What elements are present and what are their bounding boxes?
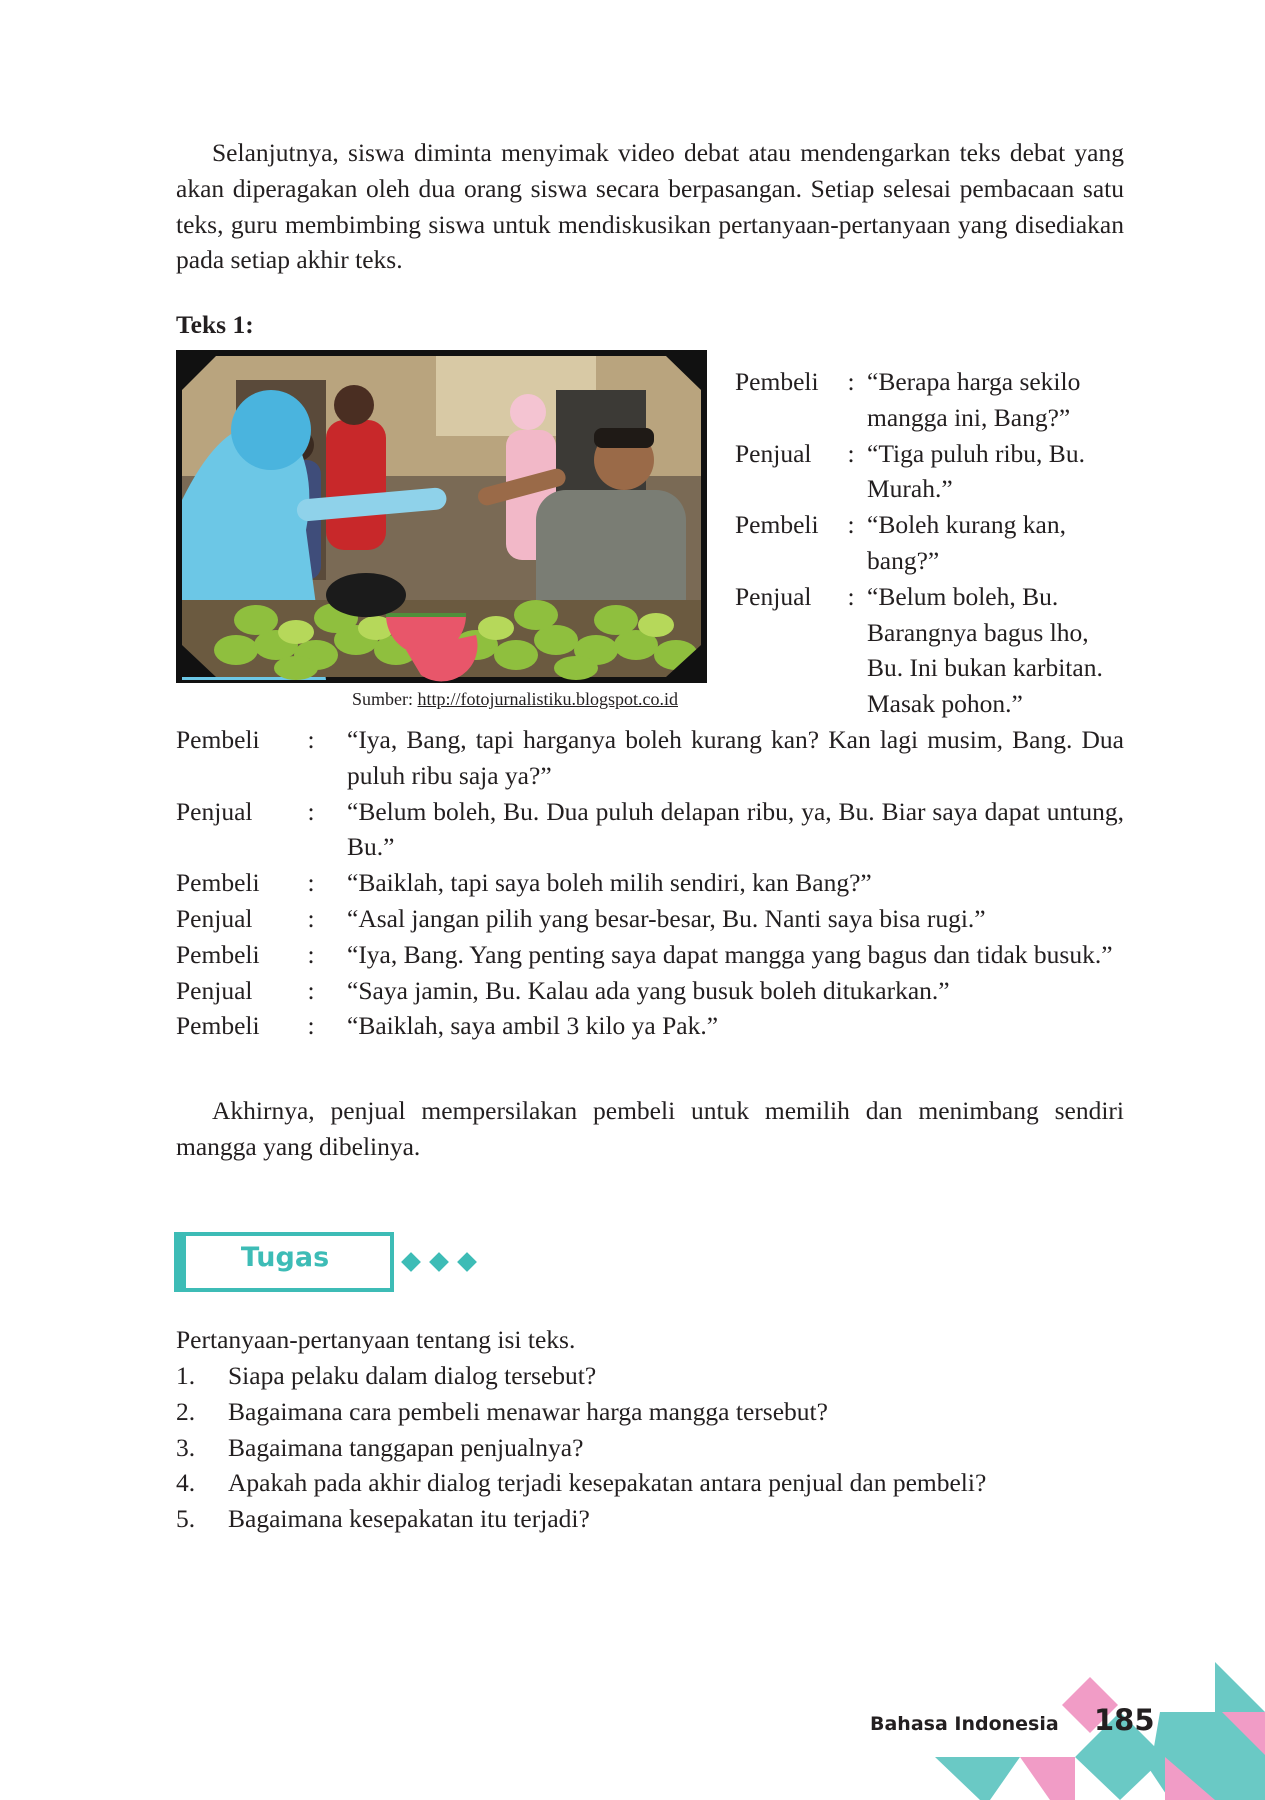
utterance: “Iya, Bang, tapi harganya boleh kurang kan? Kan lagi musim, Bang. Dua puluh ribu saja ya?” bbox=[347, 725, 1124, 790]
utterance: “Baiklah, tapi saya boleh milih sendiri, kan Bang?” bbox=[347, 868, 872, 898]
question-number: 2. bbox=[176, 1396, 196, 1426]
utterance: “Belum boleh, Bu. Dua puluh delapan ribu, ya, Bu. Biar saya dapat untung, Bu.” bbox=[347, 796, 1124, 862]
intro-paragraph: Selanjutnya, siswa diminta menyimak video debat atau mendengarkan teks debat yang akan diperagakan oleh dua orang siswa secara berpasangan. Setiap selesai pembacaan satu teks, guru membimbing siswa untuk mendiskusikan pertanyaan-pertanyaan yang disediakan pada setiap akhir teks. bbox=[176, 138, 1124, 275]
text-title: Teks 1: bbox=[176, 310, 254, 339]
question-number: 3. bbox=[176, 1432, 196, 1462]
speaker-name: Pembeli bbox=[176, 725, 260, 754]
speaker-name: Penjual bbox=[176, 903, 253, 933]
speaker-colon: : bbox=[847, 581, 855, 611]
speaker-colon: : bbox=[307, 975, 315, 1005]
utterance: “Iya, Bang. Yang penting saya dapat mangga yang bagus dan tidak busuk.” bbox=[347, 939, 1113, 969]
question-text: Bagaimana cara pembeli menawar harga mangga tersebut? bbox=[228, 1396, 828, 1426]
questions-intro: Pertanyaan-pertanyaan tentang isi teks. bbox=[176, 1325, 576, 1354]
caption-prefix: Sumber: bbox=[352, 689, 413, 709]
question-number: 5. bbox=[176, 1504, 196, 1534]
caption-url[interactable]: http://fotojurnalistiku.blogspot.co.id bbox=[417, 689, 678, 709]
footer-subject: Bahasa Indonesia bbox=[870, 1713, 1059, 1735]
speaker-colon: : bbox=[307, 1011, 315, 1041]
speaker-name: Penjual bbox=[735, 438, 812, 468]
outro-paragraph: Akhirnya, penjual mempersilakan pembeli untuk memilih dan menimbang sendiri mangga yang dibelinya. bbox=[176, 1096, 1124, 1161]
utterance-line: Bu. Ini bukan karbitan. bbox=[867, 653, 1103, 683]
page-number: 185 bbox=[1094, 1703, 1155, 1737]
utterance: “Baiklah, saya ambil 3 kilo ya Pak.” bbox=[347, 1011, 719, 1041]
speaker-colon: : bbox=[307, 725, 315, 754]
speaker-name: Pembeli bbox=[735, 367, 819, 396]
utterance-line: mangga ini, Bang?” bbox=[867, 402, 1071, 432]
utterance-line: “Boleh kurang kan, bbox=[867, 510, 1066, 540]
utterance: “Asal jangan pilih yang besar-besar, Bu. Nanti saya bisa rugi.” bbox=[347, 903, 986, 933]
question-text: Apakah pada akhir dialog terjadi kesepakatan antara penjual dan pembeli? bbox=[228, 1468, 987, 1498]
speaker-colon: : bbox=[307, 939, 315, 969]
speaker-name: Penjual bbox=[735, 581, 812, 611]
utterance-line: “Belum boleh, Bu. bbox=[867, 581, 1059, 611]
speaker-name: Pembeli bbox=[735, 510, 819, 540]
task-heading: Tugas bbox=[240, 1242, 330, 1273]
utterance-line: Masak pohon.” bbox=[867, 689, 1023, 719]
speaker-name: Pembeli bbox=[176, 1011, 260, 1041]
question-text: Bagaimana tanggapan penjualnya? bbox=[228, 1432, 584, 1462]
utterance: “Saya jamin, Bu. Kalau ada yang busuk boleh ditukarkan.” bbox=[347, 975, 950, 1005]
utterance-line: Barangnya bagus lho, bbox=[867, 617, 1089, 647]
question-number: 1. bbox=[176, 1361, 196, 1390]
speaker-colon: : bbox=[847, 510, 855, 540]
utterance-line: bang?” bbox=[867, 545, 940, 575]
utterance-line: “Berapa harga sekilo bbox=[867, 367, 1081, 396]
question-number: 4. bbox=[176, 1468, 196, 1498]
speaker-name: Pembeli bbox=[176, 868, 260, 898]
speaker-name: Penjual bbox=[176, 796, 253, 826]
speaker-colon: : bbox=[847, 367, 855, 396]
speaker-name: Pembeli bbox=[176, 939, 260, 969]
speaker-colon: : bbox=[307, 868, 315, 898]
speaker-colon: : bbox=[307, 903, 315, 933]
deco-triangle bbox=[1020, 1757, 1075, 1800]
deco-triangle bbox=[935, 1757, 1020, 1800]
question-text: Siapa pelaku dalam dialog tersebut? bbox=[228, 1361, 597, 1390]
utterance-line: Murah.” bbox=[867, 474, 953, 504]
utterance-line: “Tiga puluh ribu, Bu. bbox=[867, 438, 1085, 468]
speaker-name: Penjual bbox=[176, 975, 253, 1005]
speaker-colon: : bbox=[307, 796, 315, 826]
deco-triangle bbox=[1215, 1662, 1265, 1712]
speaker-colon: : bbox=[847, 438, 855, 468]
question-text: Bagaimana kesepakatan itu terjadi? bbox=[228, 1504, 590, 1534]
